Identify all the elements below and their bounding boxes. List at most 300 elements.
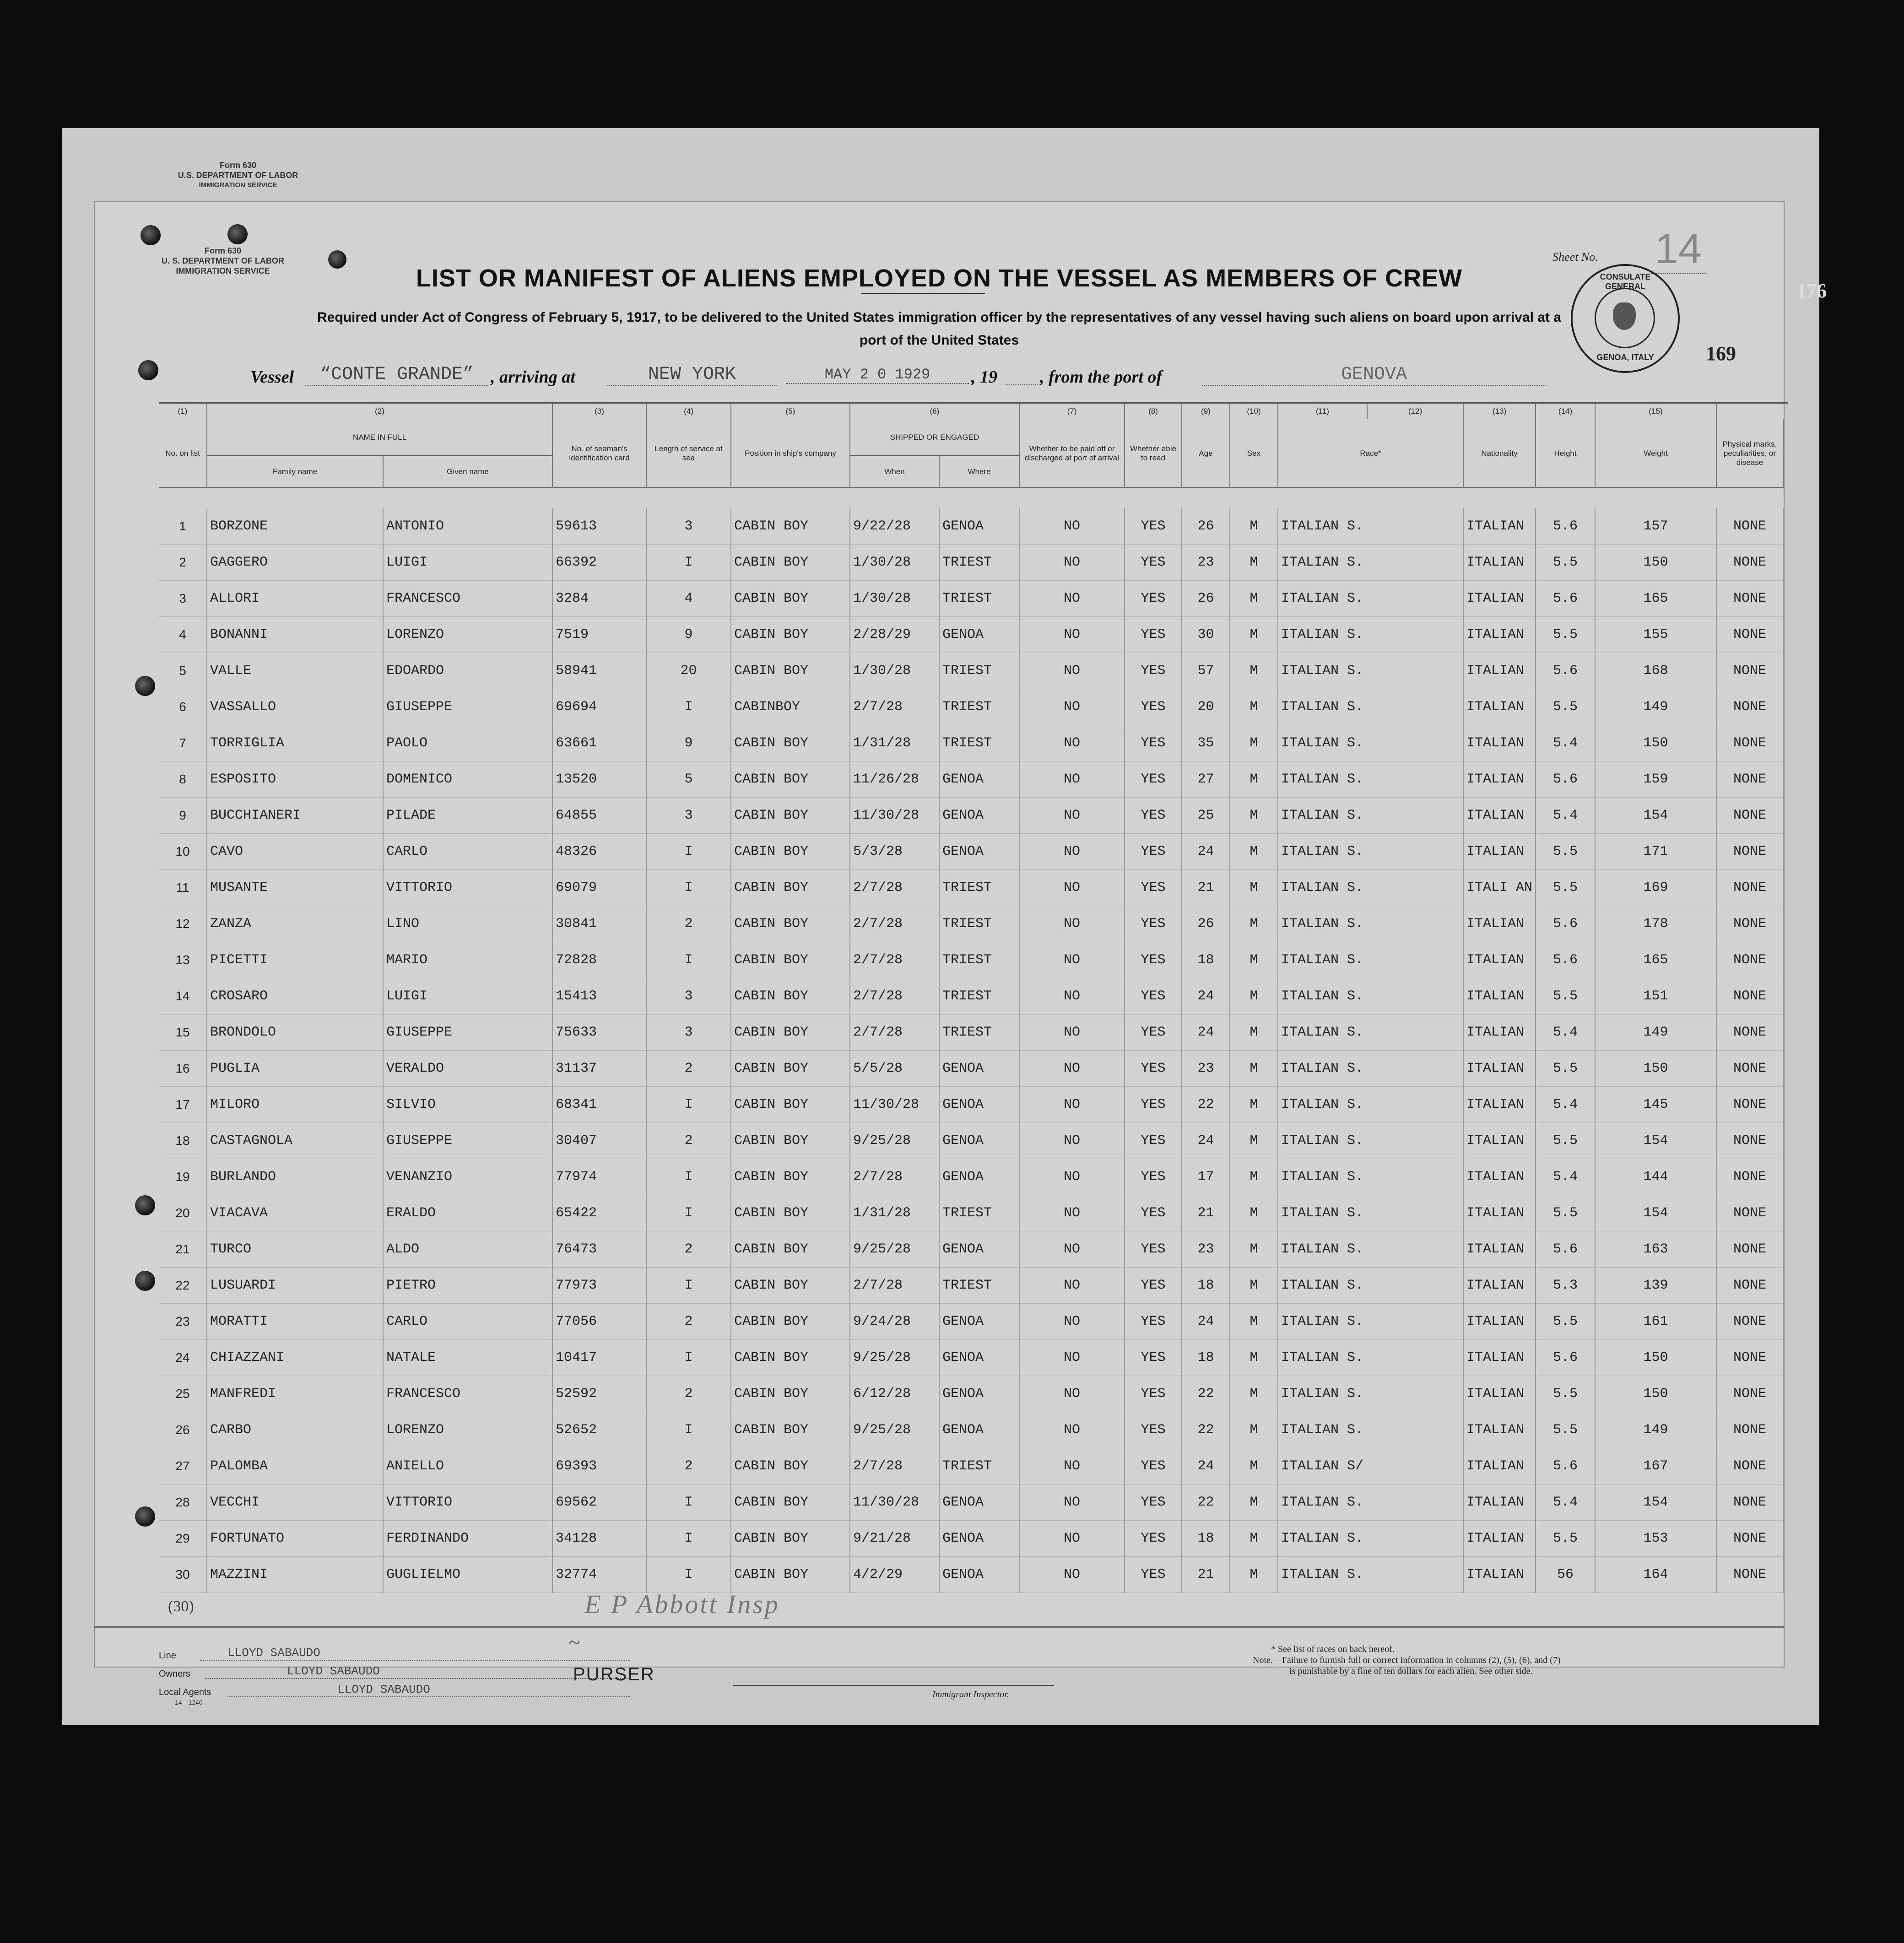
shipped-when-cell: 2/7/28	[850, 978, 939, 1015]
weight-cell: 159	[1595, 761, 1716, 798]
column-number: (13)	[1463, 404, 1536, 419]
footer-rule	[95, 1626, 1784, 1628]
header-spacer-row	[159, 488, 1783, 508]
family-name-cell: VECCHI	[207, 1484, 383, 1521]
seal-text-bottom: GENOA, ITALY	[1596, 353, 1654, 362]
physical-marks-cell: NONE	[1716, 545, 1783, 581]
given-name-cell: LUIGI	[383, 978, 552, 1015]
ship-position-cell: CABIN BOY	[731, 1195, 850, 1231]
service-length-cell: 2	[646, 1051, 731, 1087]
column-number: (7)	[1019, 404, 1125, 419]
header-sex: Sex	[1230, 419, 1278, 488]
weight-cell: 163	[1595, 1231, 1716, 1268]
given-name-cell: FERDINANDO	[383, 1521, 552, 1557]
shipped-where-cell: TRIEST	[939, 870, 1019, 906]
height-cell: 5.5	[1536, 1412, 1595, 1448]
height-cell: 5.5	[1536, 870, 1595, 906]
back-form-number: Form 630	[219, 161, 257, 170]
table-row	[159, 1087, 1783, 1123]
nationality-cell: ITALIAN	[1463, 1376, 1536, 1412]
inspector-signature: E P Abbott Insp	[584, 1589, 780, 1619]
ship-position-cell: CABIN BOY	[731, 1521, 850, 1557]
age-cell: 18	[1182, 1268, 1230, 1304]
id-card-number-cell: 3284	[552, 581, 646, 617]
header-family-name: Family name	[207, 456, 383, 488]
age-cell: 22	[1182, 1412, 1230, 1448]
family-name-cell: CASTAGNOLA	[207, 1123, 383, 1159]
penalty-note-continued: is punishable by a fine of ten dollars for each alien. See other side.	[1289, 1666, 1533, 1676]
nationality-cell: ITALIAN	[1463, 906, 1536, 942]
race-cell: ITALIAN S.	[1278, 798, 1463, 834]
subtitle-line-2: port of the United States	[859, 333, 1019, 348]
family-name-cell: BUCCHIANERI	[207, 798, 383, 834]
id-card-number-cell: 63661	[552, 725, 646, 761]
shipped-where-cell: GENOA	[939, 1521, 1019, 1557]
shipped-when-cell: 6/12/28	[850, 1376, 939, 1412]
race-cell: ITALIAN S.	[1278, 978, 1463, 1015]
weight-cell: 154	[1595, 1484, 1716, 1521]
weight-cell: 149	[1595, 1412, 1716, 1448]
age-cell: 26	[1182, 508, 1230, 545]
height-cell: 5.6	[1536, 1448, 1595, 1484]
service-length-cell: I	[646, 834, 731, 870]
column-number: (3)	[552, 404, 646, 419]
nationality-cell: ITALIAN	[1463, 1557, 1536, 1593]
row-number-cell: 24	[159, 1340, 207, 1376]
race-cell: ITALIAN S.	[1278, 1376, 1463, 1412]
id-card-number-cell: 65422	[552, 1195, 646, 1231]
shipped-when-cell: 2/28/29	[850, 617, 939, 653]
punch-hole	[138, 360, 158, 380]
table-row	[159, 689, 1783, 725]
able-to-read-cell: YES	[1125, 1484, 1182, 1521]
form-number: Form 630	[204, 246, 242, 255]
departure-port: GENOVA	[1202, 364, 1546, 386]
given-name-cell: GIUSEPPE	[383, 1123, 552, 1159]
age-cell: 18	[1182, 1521, 1230, 1557]
shipped-when-cell: 1/31/28	[850, 1195, 939, 1231]
service-length-cell: 2	[646, 906, 731, 942]
service-length-cell: 3	[646, 1015, 731, 1051]
column-number-row	[159, 404, 1783, 419]
physical-marks-cell: NONE	[1716, 1195, 1783, 1231]
ship-position-cell: CABIN BOY	[731, 1051, 850, 1087]
shipped-where-cell: TRIEST	[939, 906, 1019, 942]
table-row	[159, 653, 1783, 689]
column-number: (5)	[731, 404, 850, 419]
shipped-when-cell: 11/30/28	[850, 1087, 939, 1123]
table-row	[159, 1376, 1783, 1412]
able-to-read-cell: YES	[1125, 1557, 1182, 1593]
nationality-cell: ITALIAN	[1463, 1159, 1536, 1195]
race-cell: ITALIAN S.	[1278, 1123, 1463, 1159]
able-to-read-cell: YES	[1125, 1521, 1182, 1557]
nationality-cell: ITALIAN	[1463, 978, 1536, 1015]
race-cell: ITALIAN S.	[1278, 1051, 1463, 1087]
physical-marks-cell: NONE	[1716, 1304, 1783, 1340]
nationality-cell: ITALIAN	[1463, 1304, 1536, 1340]
punch-hole	[141, 225, 161, 245]
paid-off-cell: NO	[1019, 798, 1125, 834]
height-cell: 5.5	[1536, 834, 1595, 870]
race-cell: ITALIAN S.	[1278, 834, 1463, 870]
shipped-when-cell: 1/31/28	[850, 725, 939, 761]
height-cell: 5.6	[1536, 761, 1595, 798]
nationality-cell: ITALIAN	[1463, 689, 1536, 725]
age-cell: 24	[1182, 978, 1230, 1015]
column-number: (8)	[1125, 404, 1182, 419]
table-row	[159, 1123, 1783, 1159]
service-length-cell: 9	[646, 617, 731, 653]
shipped-where-cell: GENOA	[939, 1376, 1019, 1412]
nationality-cell: ITALIAN	[1463, 1015, 1536, 1051]
able-to-read-cell: YES	[1125, 1231, 1182, 1268]
service-length-cell: 2	[646, 1448, 731, 1484]
family-name-cell: CAVO	[207, 834, 383, 870]
able-to-read-cell: YES	[1125, 978, 1182, 1015]
race-cell: ITALIAN S.	[1278, 1304, 1463, 1340]
weight-cell: 168	[1595, 653, 1716, 689]
punch-hole	[135, 1506, 155, 1527]
ship-position-cell: CABIN BOY	[731, 508, 850, 545]
row-number-cell: 30	[159, 1557, 207, 1593]
height-cell: 5.5	[1536, 1195, 1595, 1231]
weight-cell: 155	[1595, 617, 1716, 653]
weight-cell: 149	[1595, 689, 1716, 725]
sex-cell: M	[1230, 834, 1278, 870]
shipped-when-cell: 2/7/28	[850, 689, 939, 725]
sex-cell: M	[1230, 906, 1278, 942]
able-to-read-cell: YES	[1125, 1376, 1182, 1412]
header-when: When	[850, 456, 939, 488]
table-row	[159, 1051, 1783, 1087]
shipped-when-cell: 2/7/28	[850, 1159, 939, 1195]
total-count: (30)	[168, 1598, 194, 1615]
physical-marks-cell: NONE	[1716, 725, 1783, 761]
shipped-where-cell: GENOA	[939, 617, 1019, 653]
shipped-when-cell: 2/7/28	[850, 942, 939, 978]
physical-marks-cell: NONE	[1716, 1268, 1783, 1304]
able-to-read-cell: YES	[1125, 1304, 1182, 1340]
id-card-number-cell: 10417	[552, 1340, 646, 1376]
ship-position-cell: CABIN BOY	[731, 1484, 850, 1521]
family-name-cell: MANFREDI	[207, 1376, 383, 1412]
nationality-cell: ITALIAN	[1463, 545, 1536, 581]
paid-off-cell: NO	[1019, 1015, 1125, 1051]
row-number-cell: 22	[159, 1268, 207, 1304]
weight-cell: 169	[1595, 870, 1716, 906]
table-row	[159, 617, 1783, 653]
header-weight: Weight	[1595, 419, 1716, 488]
paid-off-cell: NO	[1019, 1159, 1125, 1195]
sex-cell: M	[1230, 761, 1278, 798]
id-card-number-cell: 32774	[552, 1557, 646, 1593]
able-to-read-cell: YES	[1125, 906, 1182, 942]
vessel-label: Vessel	[250, 367, 294, 387]
column-header-row	[159, 419, 1783, 456]
weight-cell: 151	[1595, 978, 1716, 1015]
physical-marks-cell: NONE	[1716, 508, 1783, 545]
weight-cell: 154	[1595, 1195, 1716, 1231]
service-length-cell: I	[646, 1159, 731, 1195]
able-to-read-cell: YES	[1125, 689, 1182, 725]
weight-cell: 144	[1595, 1159, 1716, 1195]
row-number-cell: 25	[159, 1376, 207, 1412]
service-length-cell: I	[646, 1195, 731, 1231]
height-cell: 5.6	[1536, 942, 1595, 978]
nationality-cell: ITALIAN	[1463, 653, 1536, 689]
able-to-read-cell: YES	[1125, 761, 1182, 798]
physical-marks-cell: NONE	[1716, 942, 1783, 978]
race-cell: ITALIAN S.	[1278, 1195, 1463, 1231]
sex-cell: M	[1230, 1159, 1278, 1195]
physical-marks-cell: NONE	[1716, 581, 1783, 617]
height-cell: 5.5	[1536, 1376, 1595, 1412]
table-row	[159, 1015, 1783, 1051]
shipped-where-cell: TRIEST	[939, 1195, 1019, 1231]
nationality-cell: ITALIAN	[1463, 1051, 1536, 1087]
punch-hole	[135, 1271, 155, 1291]
given-name-cell: NATALE	[383, 1340, 552, 1376]
row-number-cell: 1	[159, 508, 207, 545]
height-cell: 5.6	[1536, 508, 1595, 545]
id-card-number-cell: 30841	[552, 906, 646, 942]
paid-off-cell: NO	[1019, 1521, 1125, 1557]
ship-position-cell: CABIN BOY	[731, 545, 850, 581]
column-number: (9)	[1182, 404, 1230, 419]
family-name-cell: MUSANTE	[207, 870, 383, 906]
purser-stamp: PURSER	[573, 1664, 655, 1684]
ship-position-cell: CABIN BOY	[731, 906, 850, 942]
service-length-cell: 3	[646, 508, 731, 545]
row-number-cell: 7	[159, 725, 207, 761]
given-name-cell: ANIELLO	[383, 1448, 552, 1484]
able-to-read-cell: YES	[1125, 545, 1182, 581]
service-length-cell: 3	[646, 798, 731, 834]
sex-cell: M	[1230, 617, 1278, 653]
family-name-cell: VIACAVA	[207, 1195, 383, 1231]
shipped-when-cell: 9/22/28	[850, 508, 939, 545]
table-row	[159, 761, 1783, 798]
race-cell: ITALIAN S.	[1278, 761, 1463, 798]
ship-position-cell: CABIN BOY	[731, 1557, 850, 1593]
weight-cell: 154	[1595, 798, 1716, 834]
race-cell: ITALIAN S.	[1278, 906, 1463, 942]
table-row	[159, 870, 1783, 906]
race-cell: ITALIAN S.	[1278, 581, 1463, 617]
id-card-number-cell: 69694	[552, 689, 646, 725]
sex-cell: M	[1230, 978, 1278, 1015]
weight-cell: 164	[1595, 1557, 1716, 1593]
given-name-cell: PIETRO	[383, 1268, 552, 1304]
shipped-where-cell: TRIEST	[939, 689, 1019, 725]
height-cell: 5.5	[1536, 689, 1595, 725]
paid-off-cell: NO	[1019, 689, 1125, 725]
physical-marks-cell: NONE	[1716, 1412, 1783, 1448]
table-row	[159, 1484, 1783, 1521]
id-card-number-cell: 13520	[552, 761, 646, 798]
nationality-cell: ITALIAN	[1463, 798, 1536, 834]
given-name-cell: GUGLIELMO	[383, 1557, 552, 1593]
able-to-read-cell: YES	[1125, 1123, 1182, 1159]
able-to-read-cell: YES	[1125, 1051, 1182, 1087]
weight-cell: 171	[1595, 834, 1716, 870]
sex-cell: M	[1230, 1304, 1278, 1340]
given-name-cell: ALDO	[383, 1231, 552, 1268]
able-to-read-cell: YES	[1125, 798, 1182, 834]
weight-cell: 178	[1595, 906, 1716, 942]
family-name-cell: MAZZINI	[207, 1557, 383, 1593]
paid-off-cell: NO	[1019, 1484, 1125, 1521]
table-row	[159, 978, 1783, 1015]
ship-position-cell: CABIN BOY	[731, 653, 850, 689]
crew-manifest-table	[159, 404, 1784, 1593]
purser-signature: ~	[568, 1630, 580, 1654]
sex-cell: M	[1230, 1231, 1278, 1268]
sex-cell: M	[1230, 581, 1278, 617]
nationality-cell: ITALIAN	[1463, 725, 1536, 761]
paid-off-cell: NO	[1019, 834, 1125, 870]
table-row	[159, 1304, 1783, 1340]
age-cell: 24	[1182, 1123, 1230, 1159]
race-cell: ITALIAN S.	[1278, 1231, 1463, 1268]
shipped-when-cell: 2/7/28	[850, 1448, 939, 1484]
row-number-cell: 16	[159, 1051, 207, 1087]
age-cell: 21	[1182, 870, 1230, 906]
header-physical-marks: Physical marks, peculiarities, or disease	[1716, 419, 1783, 488]
paid-off-cell: NO	[1019, 581, 1125, 617]
physical-marks-cell: NONE	[1716, 1087, 1783, 1123]
header-nationality: Nationality	[1463, 419, 1536, 488]
service-length-cell: I	[646, 1557, 731, 1593]
paid-off-cell: NO	[1019, 1195, 1125, 1231]
physical-marks-cell: NONE	[1716, 834, 1783, 870]
column-number: (2)	[207, 404, 552, 419]
arriving-label: , arriving at	[491, 367, 575, 387]
height-cell: 5.5	[1536, 1521, 1595, 1557]
paid-off-cell: NO	[1019, 1412, 1125, 1448]
shipped-where-cell: GENOA	[939, 508, 1019, 545]
footer-notes	[1253, 1644, 1738, 1677]
header-position: Position in ship's company	[731, 419, 850, 488]
physical-marks-cell: NONE	[1716, 978, 1783, 1015]
family-name-cell: PICETTI	[207, 942, 383, 978]
paid-off-cell: NO	[1019, 545, 1125, 581]
weight-cell: 150	[1595, 725, 1716, 761]
row-number-cell: 8	[159, 761, 207, 798]
ship-position-cell: CABINBOY	[731, 689, 850, 725]
given-name-cell: CARLO	[383, 834, 552, 870]
race-cell: ITALIAN S.	[1278, 1484, 1463, 1521]
age-cell: 23	[1182, 545, 1230, 581]
weight-cell: 145	[1595, 1087, 1716, 1123]
penalty-note: Note.—Failure to furnish full or correct information in columns (2), (5), (6), and (7)	[1253, 1655, 1561, 1665]
paid-off-cell: NO	[1019, 508, 1125, 545]
able-to-read-cell: YES	[1125, 653, 1182, 689]
age-cell: 25	[1182, 798, 1230, 834]
ship-position-cell: CABIN BOY	[731, 1448, 850, 1484]
table-row	[159, 1557, 1783, 1593]
local-agents-label: Local Agents	[159, 1687, 211, 1697]
able-to-read-cell: YES	[1125, 1195, 1182, 1231]
ship-position-cell: CABIN BOY	[731, 834, 850, 870]
vessel-line	[250, 364, 1701, 390]
shipped-where-cell: GENOA	[939, 1304, 1019, 1340]
form-code: 14—1240	[175, 1699, 203, 1706]
race-cell: ITALIAN S.	[1278, 653, 1463, 689]
row-number-cell: 23	[159, 1304, 207, 1340]
service-length-cell: I	[646, 1087, 731, 1123]
header-able-read: Whether able to read	[1125, 419, 1182, 488]
row-number-cell: 2	[159, 545, 207, 581]
title-underline	[861, 293, 985, 294]
sex-cell: M	[1230, 689, 1278, 725]
able-to-read-cell: YES	[1125, 581, 1182, 617]
paid-off-cell: NO	[1019, 653, 1125, 689]
table-row	[159, 798, 1783, 834]
service-length-cell: I	[646, 545, 731, 581]
nationality-cell: ITALIAN	[1463, 581, 1536, 617]
physical-marks-cell: NONE	[1716, 798, 1783, 834]
nationality-cell: ITALIAN	[1463, 1231, 1536, 1268]
height-cell: 5.5	[1536, 545, 1595, 581]
header-length-service: Length of service at sea	[646, 419, 731, 488]
service-length-cell: 20	[646, 653, 731, 689]
table-row	[159, 545, 1783, 581]
inspector-label: Immigrant Inspector.	[932, 1689, 1009, 1700]
id-card-number-cell: 64855	[552, 798, 646, 834]
shipped-where-cell: GENOA	[939, 1159, 1019, 1195]
sheet-no-label: Sheet No.	[1552, 250, 1598, 264]
given-name-cell: VITTORIO	[383, 870, 552, 906]
age-cell: 57	[1182, 653, 1230, 689]
physical-marks-cell: NONE	[1716, 906, 1783, 942]
row-number-cell: 20	[159, 1195, 207, 1231]
weight-cell: 149	[1595, 1015, 1716, 1051]
given-name-cell: GIUSEPPE	[383, 1015, 552, 1051]
age-cell: 18	[1182, 1340, 1230, 1376]
family-name-cell: VALLE	[207, 653, 383, 689]
race-cell: ITALIAN S.	[1278, 725, 1463, 761]
height-cell: 5.6	[1536, 1340, 1595, 1376]
given-name-cell: MARIO	[383, 942, 552, 978]
id-card-number-cell: 58941	[552, 653, 646, 689]
sex-cell: M	[1230, 1087, 1278, 1123]
race-cell: ITALIAN S.	[1278, 617, 1463, 653]
race-cell: ITALIAN S.	[1278, 1087, 1463, 1123]
id-card-number-cell: 75633	[552, 1015, 646, 1051]
family-name-cell: MORATTI	[207, 1304, 383, 1340]
ship-position-cell: CABIN BOY	[731, 581, 850, 617]
age-cell: 21	[1182, 1195, 1230, 1231]
able-to-read-cell: YES	[1125, 1448, 1182, 1484]
ship-position-cell: CABIN BOY	[731, 978, 850, 1015]
id-card-number-cell: 7519	[552, 617, 646, 653]
from-port-label: , from the port of	[1040, 367, 1163, 387]
paid-off-cell: NO	[1019, 1051, 1125, 1087]
id-card-number-cell: 77974	[552, 1159, 646, 1195]
ship-position-cell: CABIN BOY	[731, 1412, 850, 1448]
nationality-cell: ITALIAN	[1463, 1268, 1536, 1304]
race-cell: ITALIAN S.	[1278, 1159, 1463, 1195]
height-cell: 5.4	[1536, 1015, 1595, 1051]
family-name-cell: BORZONE	[207, 508, 383, 545]
height-cell: 5.6	[1536, 906, 1595, 942]
header-height: Height	[1536, 419, 1595, 488]
shipped-when-cell: 4/2/29	[850, 1557, 939, 1593]
nationality-cell: ITALIAN	[1463, 761, 1536, 798]
header-where: Where	[939, 456, 1019, 488]
